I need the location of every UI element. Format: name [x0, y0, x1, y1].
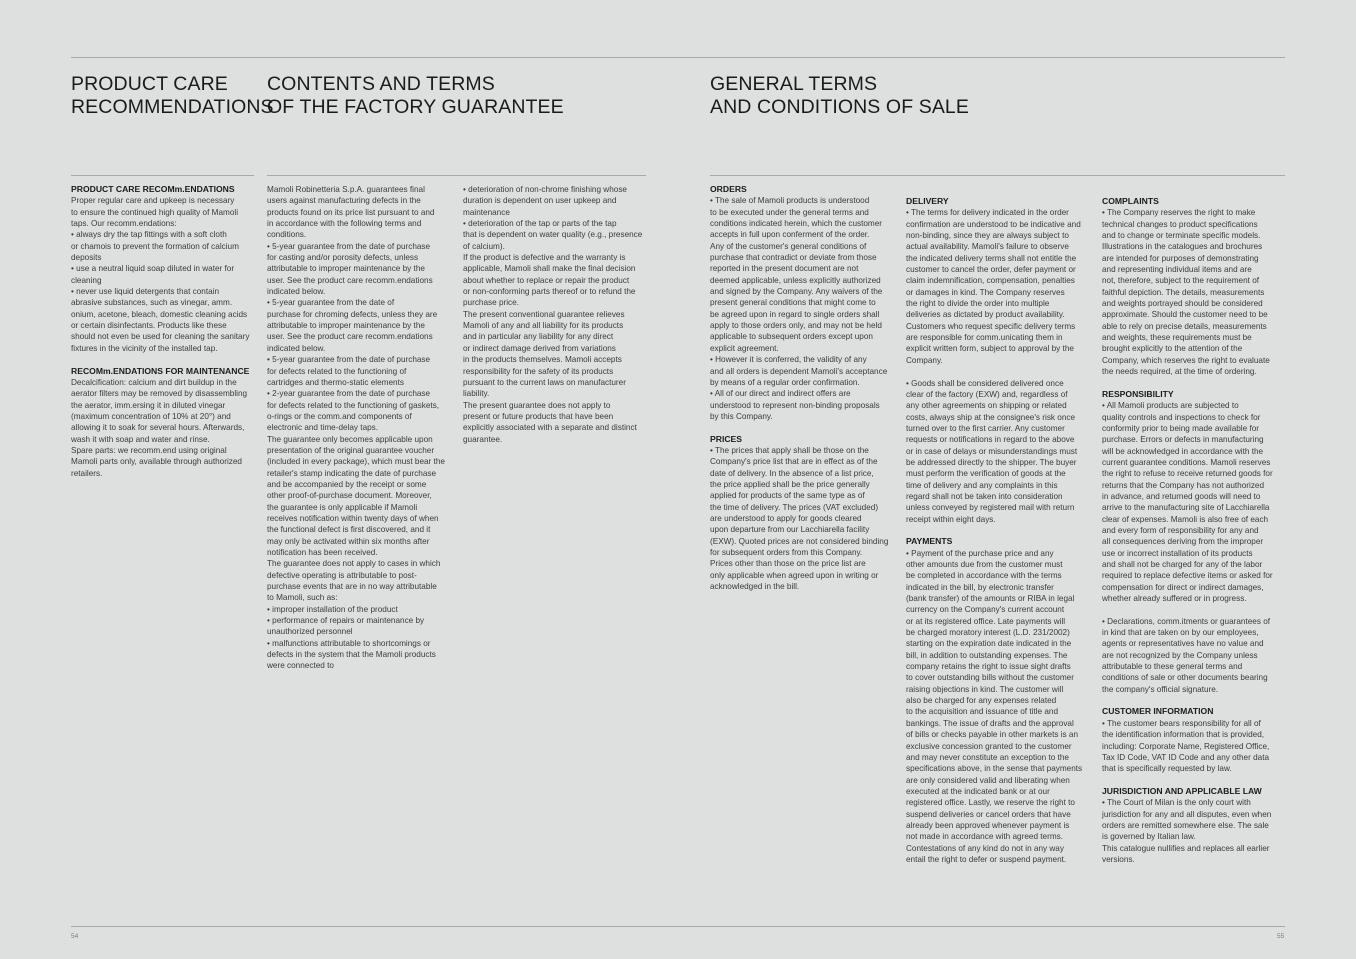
delivery-heading: DELIVERY [906, 196, 949, 206]
catalogue-note: This catalogue nullifies and replaces all earlier versions. [1102, 843, 1270, 864]
complaints-column [1102, 196, 1292, 865]
guarantee-bullet-cartridges: • 5-year guarantee from the date of purchase for defects related to the functioning of cartridges and thermo-static elements [267, 355, 431, 387]
delivery-payments-column [906, 196, 1096, 865]
customer-info-bullet-1: • The customer bears responsibility for all of the identification information that is provided, including: Corporate Name, Registered Office, Tax ID Code, VAT ID Code and any other data that is specifically requested by law. [1102, 718, 1270, 774]
guarantee-not-applicable: The present guarantee does not apply to present or future products that have been explicitly associated with a separate and distinct guarantee. [463, 400, 637, 444]
prices-bullet-1: • The prices that apply shall be those on the Company's price list that are in effect as of the date of delivery. In the absence of a list price, the price applied shall be the price generally applied for products of the same type as of the time of delivery. The prices (VAT excluded) are understood to apply for goods cleared upon departure from our Lacchiarella facility (EXW). Quoted prices are not considered binding for subsequent orders from this Company. Prices other than those on the price list are only applicable when agreed upon in writing or acknowledged in the bill. [710, 445, 889, 592]
orders-bullet-3: • All of our direct and indirect offers are understood to represent non-binding proposals by this Company. [710, 389, 880, 421]
spacer [71, 354, 257, 365]
delivery-bullet-1: • The terms for delivery indicated in the order confirmation are understood to be indicative and non-binding, since they are always subject to actual availability. Mamoli's failure to observe the indicated delivery terms shall not entitle the customer to cancel the order, defer payment or claim indemnification, compensation, penalties or damages in kind. The Company reserves the right to divide the order into multiple deliveries as dictated by product availability. Customers who request specific delivery terms are responsible for comm.unicating them in explicit written form, subject to approval by the Company. [906, 208, 1081, 365]
maintenance-heading: RECOMm.ENDATIONS FOR MAINTENANCE [71, 365, 250, 376]
spacer [906, 525, 1096, 536]
guarantee-column-a [267, 184, 453, 672]
bottom-rule [71, 926, 1285, 927]
title-general-terms: GENERAL TERMS AND CONDITIONS OF SALE [710, 73, 969, 118]
orders-heading: ORDERS [710, 184, 747, 194]
section-rule-right [710, 175, 1285, 176]
guarantee-bullet-casting: • 5-year guarantee from the date of purchase for casting and/or porosity defects, unless attributable to improper maintenance by the user. See the product care recomm.endations indicated below. [267, 241, 433, 297]
spacer [710, 422, 900, 433]
product-care-bullet-2: • use a neutral liquid soap diluted in water for cleaning [71, 264, 235, 285]
guarantee-liability: The present conventional guarantee relieves Mamoli of any and all liability for its products and in particular any liability for any direct or indirect damage derived from variations in the products themselves. Mamoli accepts responsibility for the safety of its products pursuant to the current laws on manufacturer liability. [463, 309, 626, 399]
guarantee-bullet-installation: • improper installation of the product [267, 604, 398, 614]
guarantee-applicability: The guarantee only becomes applicable upon presentation of the original guarantee voucher (included in every package), which must bear the retailer's stamp indicating the date of purchase and be accompanied by the receipt or some other proof-of-purchase document. Moreover, the guarantee is only applicable if Mamoli receives notification within twenty days of when the functional defect is first discovered, and it may only be activated within six months after notification has been received. [267, 434, 445, 557]
orders-bullet-1: • The sale of Mamoli products is understood to be executed under the general terms and conditions indicated herein, which the customer accepts in full upon conferment of the order. Any of the customer's general conditions of purchase that contradict or deviate from those reported in the present document are not deemed applicable, unless explicitly authorized and signed by the Company. Any waivers of the present general conditions that might come to be agreed upon in regard to single orders shall apply to those orders only, and may not be held applicable to subsequent orders except upon explicit agreement. [710, 196, 883, 353]
customer-info-heading: CUSTOMER INFORMATION [1102, 706, 1214, 717]
guarantee-defective-product: If the product is defective and the warranty is applicable, Mamoli shall make the final decision about whether to replace or repair the product or non-conforming parts thereof or to refund the purchase price. [463, 253, 636, 308]
page-number-right: 55 [1277, 933, 1285, 940]
responsibility-heading: RESPONSIBILITY [1102, 388, 1174, 399]
guarantee-bullet-chroming: • 5-year guarantee from the date of purchase for chroming defects, unless they are attributable to improper maintenance by the user. See the product care recomm.endations indicated below. [267, 298, 438, 353]
spacer [906, 366, 1096, 377]
jurisdiction-heading: JURISDICTION AND APPLICABLE LAW [1102, 785, 1262, 796]
section-rule-guarantee [267, 175, 646, 176]
jurisdiction-bullet-1: • The Court of Milan is the only court with jurisdiction for any and all disputes, even when orders are remitted somewhere else. The sale is governed by Italian law. [1102, 798, 1272, 842]
maintenance-text: Decalcification: calcium and dirt buildup in the aerator filters may be removed by disassembling the aerator, imm.ersing it in diluted vinegar (maximum concentration of 10% at 20°) and allowing it to soak for several hours. Afterwards, wash it with soap and water and rinse. Spare parts: we recomm.end using original Mamoli parts only, available through authorized retailers. [71, 377, 248, 478]
orders-bullet-2: • However it is conferred, the validity of any and all orders is dependent Mamoli's acceptance by means of a regular order confirmation. [710, 355, 888, 387]
delivery-bullet-2: • Goods shall be considered delivered once clear of the factory (EXW) and, regardless of any other agreements on shipping or related costs, always ship at the consignee's risk once turned over to the first carrier. Any customer requests or notifications in regard to the above or in case of delays or misunderstandings must be addressed directly to the shipper. The buyer must perform the verification of goods at the time of delivery and any complaints in this regard shall not be taken into consideration unless conveyed by registered mail with return receipt within eight days. [906, 378, 1078, 524]
responsibility-bullet-1: • All Mamoli products are subjected to quality controls and inspections to check for conformity prior to being made available for purchase. Errors or defects in manufacturing will be acknowledged in accordance with the current guarantee conditions. Mamoli reserves the right to refuse to receive returned goods for returns that the Company has not authorized in advance, and returned goods will need to arrive to the manufacturing site of Lacchiarella clear of expenses. Mamoli is also free of each and every form of responsibility for any and all consequences deriving from the improper use or incorrect installation of its products and shall not be charged for any of the labor required to replace defective items or asked for compensation for direct or indirect damages, whether already suffered or in progress. [1102, 401, 1273, 604]
title-factory-guarantee: CONTENTS AND TERMS OF THE FACTORY GUARANTEE [267, 73, 564, 118]
guarantee-bullet-gaskets: • 2-year guarantee from the date of purchase for defects related to the functioning of gaskets, o-rings or the comm.and components of electronic and time-delay taps. [267, 389, 440, 433]
guarantee-bullet-repairs: • performance of repairs or maintenance by unauthorized personnel [267, 616, 425, 637]
responsibility-bullet-2: • Declarations, comm.itments or guarantees of in kind that are taken on by our employees, agents or representatives have no value and are not recognized by the Company unless attributable to these general terms and conditions of sale or other documents bearing the company's official signature. [1102, 616, 1271, 694]
guarantee-column-b [463, 184, 651, 445]
guarantee-intro: Mamoli Robinetteria S.p.A. guarantees final users against manufacturing defects in the products found on its price list pursuant to and in accordance with the following terms and conditions. [267, 185, 435, 240]
payments-heading: PAYMENTS [906, 536, 953, 547]
prices-heading: PRICES [710, 433, 742, 444]
orders-prices-column [710, 184, 900, 592]
product-care-bullet-3: • never use liquid detergents that contain abrasive substances, such as vinegar, amm. onium, acetone, bleach, domestic cleaning acids or certain disinfectants. Products like these should not even be used for cleaning the sanitary fixtures in the vicinity of the installed tap. [71, 287, 250, 353]
product-care-column [71, 184, 257, 479]
complaints-bullet-1: • The Company reserves the right to make technical changes to product specifications and to change or terminate specific models. Illustrations in the catalogues and brochures are intended for purposes of demonstrating and representing individual items and are not, therefore, subject to the requirement of faithful depiction. The details, measurements and weights portrayed should be considered approximate. Should the customer need to be able to rely on precise details, measurements and weights, these requirements must be brought explicitly to the attention of the Company, which reserves the right to evaluate the needs required, at the time of ordering. [1102, 208, 1270, 377]
spacer [1102, 695, 1292, 706]
product-care-heading: PRODUCT CARE RECOMm.ENDATIONS [71, 184, 235, 194]
spacer [1102, 604, 1292, 615]
product-care-intro: Proper regular care and upkeep is necessary to ensure the continued high quality of Mamoli taps. Our recomm.endations: [71, 196, 239, 229]
spacer [1102, 378, 1292, 389]
payments-bullet-1: • Payment of the purchase price and any other amounts due from the customer must be completed in accordance with the terms indicated in the bill, by electronic transfer (bank transfer) of the amounts or RIBA in legal currency on the Company's current account or at its registered office. Late payments will be charged moratory interest (L.D. 231/2002) starting on the expiration date indicated in the bill, in addition to outstanding expenses. The company retains the right to issue sight drafts to cover outstanding bills without the customer raising objections in kind. The customer will also be charged for any expenses related to the acquisition and issuance of title and bankings. The issue of drafts and the approval of bills or checks payable in other markets is an exclusive concession granted to the customer and may never constitute an exception to the specifications above, in the sense that payments are only considered valid and liberating when executed at the indicated bank or at our registered office. Lastly, we reserve the right to suspend deliveries or cancel orders that have already been approved whenever payment is not made in accordance with agreed terms. Contestations of any kind do not in any way entail the right to defer or suspend payment. [906, 548, 1083, 864]
section-rule-left [71, 175, 254, 176]
guarantee-bullet-malfunctions: • malfunctions attributable to shortcomings or defects in the system that the Mamoli products were connected to [267, 638, 436, 671]
guarantee-bullet-finishing: • deterioration of non-chrome finishing whose duration is dependent on user upkeep and maintenance [463, 185, 627, 217]
guarantee-bullet-water-quality: • deterioration of the tap or parts of the tap that is dependent on water quality (e.g., presence of calcium). [463, 219, 643, 251]
title-product-care: PRODUCT CARE RECOMMENDATIONS [71, 73, 274, 118]
spacer [1102, 775, 1292, 786]
page-number-left: 54 [71, 933, 79, 940]
top-rule [71, 57, 1285, 58]
complaints-heading: COMPLAINTS [1102, 196, 1159, 206]
product-care-bullet-1: • always dry the tap fittings with a soft cloth or chamois to prevent the formation of calcium deposits [71, 230, 239, 263]
guarantee-exclusions: The guarantee does not apply to cases in which defective operating is attributable to post- purchase events that are in no way attributable to Mamoli, such as: [267, 559, 441, 603]
